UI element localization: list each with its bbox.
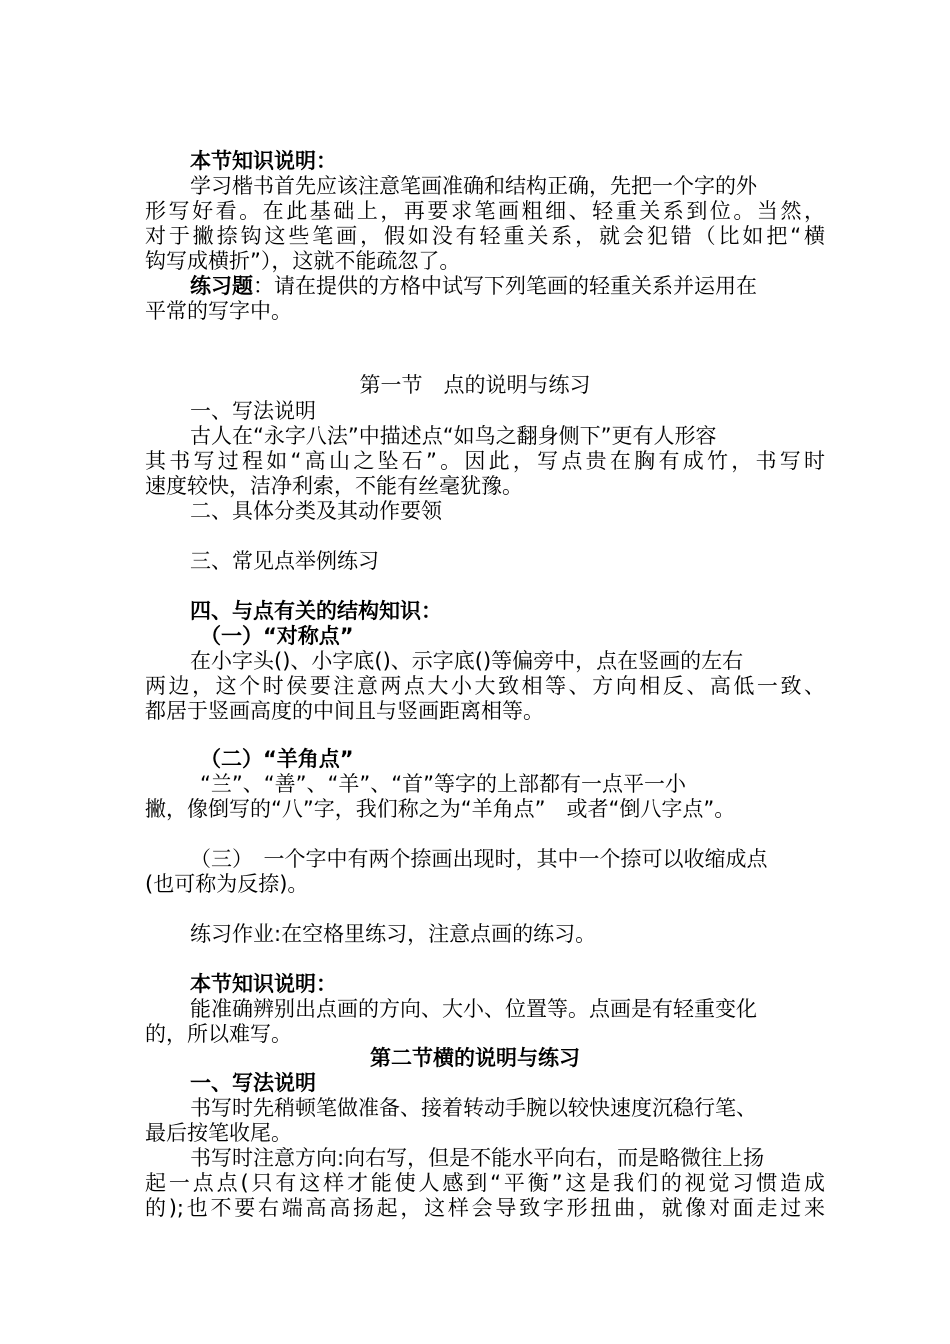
exercise-label: 练习题 xyxy=(190,274,253,298)
intro-heading: 本节知识说明： xyxy=(190,149,337,173)
section1-knowledge-heading: 本节知识说明： xyxy=(190,972,337,996)
section1-h2: 二、具体分类及其动作要领 xyxy=(190,499,442,523)
section1-homework: 练习作业:在空格里练习，注意点画的练习。 xyxy=(190,922,597,946)
section2-p1-line-2: 最后按笔收尾。 xyxy=(145,1121,292,1145)
intro-line-2: 形写好看。在此基础上，再要求笔画粗细、轻重关系到位。当然， xyxy=(145,199,825,223)
section1-sub1-line-2: 两边，这个时侯要注意两点大小大致相等、方向相反、高低一致、 xyxy=(145,674,825,698)
section1-title: 第一节 点的说明与练习 xyxy=(359,373,591,397)
intro-line-1: 学习楷书首先应该注意笔画准确和结构正确，先把一个字的外 xyxy=(190,174,757,198)
section1-sub1: （一）“对称点” xyxy=(200,624,354,648)
intro-line-3: 对于撇捺钩这些笔画，假如没有轻重关系，就会犯错（比如把“横 xyxy=(145,224,825,248)
section1-sub1-line-3: 都居于竖画高度的中间且与竖画距离相等。 xyxy=(145,699,544,723)
intro-line-4: 钩写成横折”），这就不能疏忽了。 xyxy=(145,249,461,273)
section1-knowledge-line-2: 的，所以难写。 xyxy=(145,1022,292,1046)
section1-h3: 三、常见点举例练习 xyxy=(190,549,379,573)
exercise-text: ：请在提供的方格中试写下列笔画的轻重关系并运用在 xyxy=(253,274,757,298)
section2-p2-line-3: 的);也不要右端高高扬起，这样会导致字形扭曲，就像对面走过来 xyxy=(145,1196,825,1220)
section2-p2-line-1: 书写时注意方向:向右写，但是不能水平向右，而是略微往上扬 xyxy=(190,1146,765,1170)
section1-sub2-line-2: 撇，像倒写的“八”字，我们称之为“羊角点” 或者“倒八字点”。 xyxy=(145,797,736,821)
section1-p1-line-3: 速度较快，洁净利索，不能有丝毫犹豫。 xyxy=(145,474,523,498)
intro-exercise-line-1 xyxy=(190,274,830,298)
section1-p1-line-2: 其书写过程如“高山之坠石”。因此，写点贵在胸有成竹，书写时 xyxy=(145,449,825,473)
section1-sub2: （二）“羊角点” xyxy=(200,747,354,771)
section1-p1-line-1: 古人在“永字八法”中描述点“如鸟之翻身侧下”更有人形容 xyxy=(190,424,717,448)
section1-sub3-line-1: （三） 一个字中有两个捺画出现时，其中一个捺可以收缩成点 xyxy=(190,847,768,871)
intro-exercise-line-2: 平常的写字中。 xyxy=(145,299,292,323)
section1-h4: 四、与点有关的结构知识： xyxy=(190,599,442,623)
section1-sub1-line-1: 在小字头()、小字底()、示字底()等偏旁中，点在竖画的左右 xyxy=(190,649,744,673)
section2-h1: 一、写法说明 xyxy=(190,1071,316,1095)
section2-p1-line-1: 书写时先稍顿笔做准备、接着转动手腕以较快速度沉稳行笔、 xyxy=(190,1096,757,1120)
section1-sub3-line-2: (也可称为反捺)。 xyxy=(145,872,309,896)
section2-p2-line-2: 起一点点(只有这样才能使人感到“平衡”这是我们的视觉习惯造成 xyxy=(145,1171,825,1195)
section1-sub2-line-1: “兰”、“善”、“羊”、“首”等字的上部都有一点平一小 xyxy=(200,772,687,796)
section2-title: 第二节横的说明与练习 xyxy=(370,1046,580,1070)
section1-knowledge-line-1: 能准确辨别出点画的方向、大小、位置等。点画是有轻重变化 xyxy=(190,997,757,1021)
section1-h1: 一、写法说明 xyxy=(190,399,316,423)
